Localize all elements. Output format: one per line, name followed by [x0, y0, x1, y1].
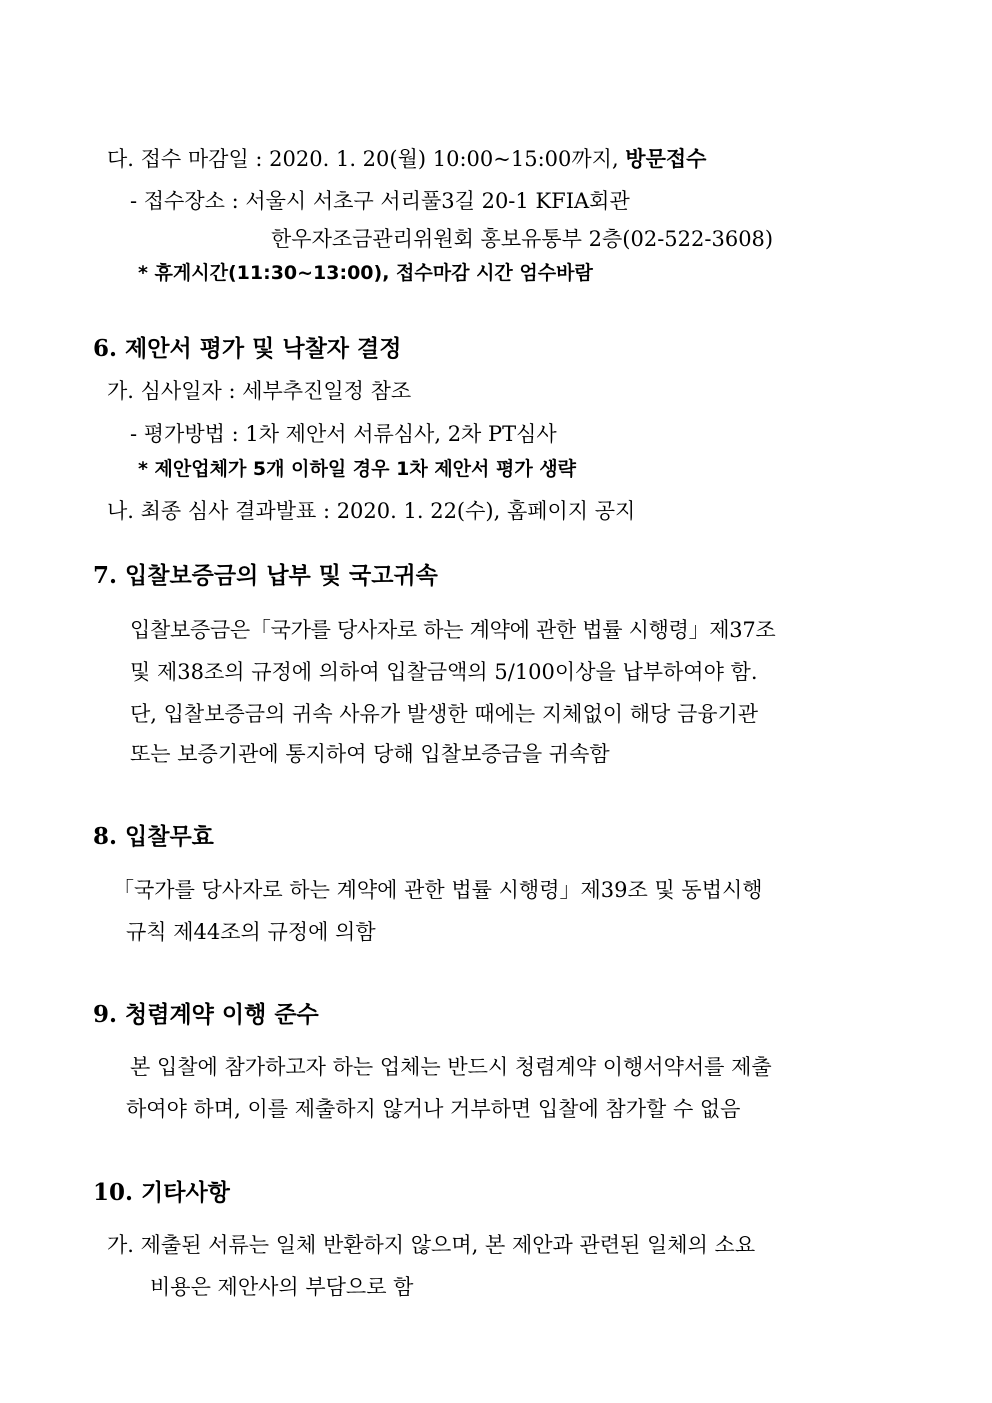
place-line-1: - 접수장소 : 서울시 서초구 서리풀3길 20-1 KFIA회관 [130, 189, 630, 213]
section6-method: - 평가방법 : 1차 제안서 서류심사, 2차 PT심사 [130, 422, 557, 446]
break-time-note: * 휴게시간(11:30~13:00), 접수마감 시간 엄수바람 [138, 262, 593, 284]
section9-line-1: 본 입찰에 참가하고자 하는 업체는 반드시 청렴계약 이행서약서를 제출 [130, 1055, 772, 1079]
section8-line-2: 규칙 제44조의 규정에 의함 [126, 920, 376, 944]
section7-line-3: 단, 입찰보증금의 귀속 사유가 발생한 때에는 지체없이 해당 금융기관 [130, 702, 759, 726]
section10-line-2: 비용은 제안사의 부담으로 함 [150, 1275, 414, 1299]
section6-item-b: 나. 최종 심사 결과발표 : 2020. 1. 22(수), 홈페이지 공지 [107, 499, 636, 523]
section8-heading: 8. 입찰무효 [93, 823, 214, 850]
section10-line-1: 가. 제출된 서류는 일체 반환하지 않으며, 본 제안과 관련된 일체의 소요 [107, 1233, 756, 1257]
section7-heading: 7. 입찰보증금의 납부 및 국고귀속 [93, 562, 438, 589]
section6-heading: 6. 제안서 평가 및 낙찰자 결정 [93, 335, 402, 362]
section6-note: * 제안업체가 5개 이하일 경우 1차 제안서 평가 생략 [138, 458, 577, 480]
place-line-2: 한우자조금관리위원회 홍보유통부 2층(02-522-3608) [271, 227, 774, 251]
section9-line-2: 하여야 하며, 이를 제출하지 않거나 거부하면 입찰에 참가할 수 없음 [126, 1097, 741, 1121]
section9-heading: 9. 청렴계약 이행 준수 [93, 1001, 319, 1028]
section6-item-a: 가. 심사일자 : 세부추진일정 참조 [107, 379, 412, 403]
deadline-text: 다. 접수 마감일 : 2020. 1. 20(월) 10:00~15:00까지, [107, 147, 626, 171]
section10-heading: 10. 기타사항 [93, 1179, 230, 1206]
section8-line-1: 「국가를 당사자로 하는 계약에 관한 법률 시행령」제39조 및 동법시행 [113, 878, 763, 902]
deadline-line [107, 148, 706, 170]
section7-line-2: 및 제38조의 규정에 의하여 입찰금액의 5/100이상을 납부하여야 함. [130, 660, 758, 684]
section7-line-4: 또는 보증기관에 통지하여 당해 입찰보증금을 귀속함 [130, 742, 610, 766]
section7-line-1: 입찰보증금은「국가를 당사자로 하는 계약에 관한 법률 시행령」제37조 [130, 618, 776, 642]
deadline-bold: 방문접수 [625, 146, 707, 171]
